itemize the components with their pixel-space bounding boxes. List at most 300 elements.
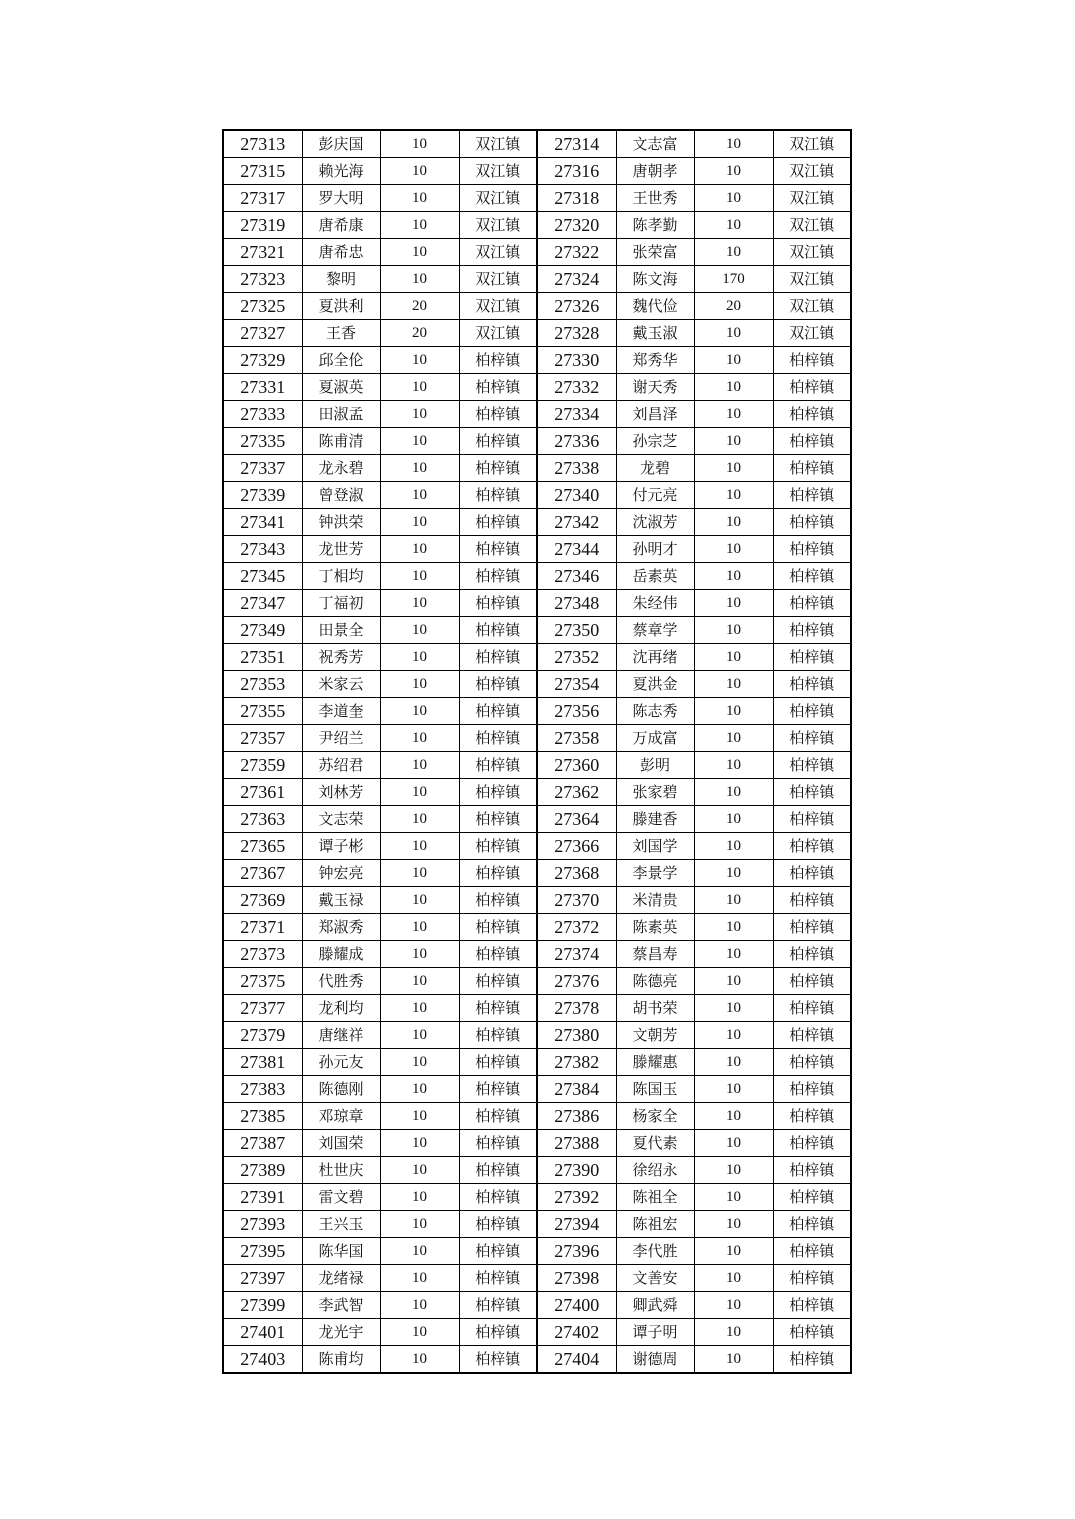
amount-cell: 10 bbox=[694, 1103, 773, 1130]
id-cell: 27338 bbox=[537, 455, 616, 482]
town-cell: 柏梓镇 bbox=[773, 1346, 851, 1374]
id-cell: 27403 bbox=[223, 1346, 302, 1374]
name-cell: 蔡昌寿 bbox=[616, 941, 694, 968]
id-cell: 27343 bbox=[223, 536, 302, 563]
id-cell: 27339 bbox=[223, 482, 302, 509]
town-cell: 双江镇 bbox=[459, 185, 537, 212]
id-cell: 27367 bbox=[223, 860, 302, 887]
town-cell: 柏梓镇 bbox=[459, 914, 537, 941]
name-cell: 夏代素 bbox=[616, 1130, 694, 1157]
town-cell: 柏梓镇 bbox=[459, 1103, 537, 1130]
table-row bbox=[223, 833, 851, 860]
name-cell: 岳素英 bbox=[616, 563, 694, 590]
id-cell: 27315 bbox=[223, 158, 302, 185]
name-cell: 李代胜 bbox=[616, 1238, 694, 1265]
name-cell: 陈祖宏 bbox=[616, 1211, 694, 1238]
name-cell: 祝秀芳 bbox=[302, 644, 380, 671]
amount-cell: 10 bbox=[380, 671, 459, 698]
table-row bbox=[223, 293, 851, 320]
table-row bbox=[223, 1184, 851, 1211]
table-row bbox=[223, 725, 851, 752]
town-cell: 双江镇 bbox=[459, 293, 537, 320]
name-cell: 钟宏亮 bbox=[302, 860, 380, 887]
town-cell: 柏梓镇 bbox=[459, 1346, 537, 1374]
id-cell: 27318 bbox=[537, 185, 616, 212]
table-row bbox=[223, 185, 851, 212]
town-cell: 柏梓镇 bbox=[459, 968, 537, 995]
town-cell: 双江镇 bbox=[773, 266, 851, 293]
amount-cell: 10 bbox=[694, 1049, 773, 1076]
amount-cell: 10 bbox=[380, 1130, 459, 1157]
id-cell: 27322 bbox=[537, 239, 616, 266]
id-cell: 27349 bbox=[223, 617, 302, 644]
amount-cell: 10 bbox=[694, 563, 773, 590]
name-cell: 陈甫均 bbox=[302, 1346, 380, 1374]
town-cell: 柏梓镇 bbox=[459, 806, 537, 833]
town-cell: 柏梓镇 bbox=[773, 995, 851, 1022]
id-cell: 27359 bbox=[223, 752, 302, 779]
town-cell: 柏梓镇 bbox=[773, 1157, 851, 1184]
town-cell: 柏梓镇 bbox=[773, 1238, 851, 1265]
name-cell: 陈国玉 bbox=[616, 1076, 694, 1103]
name-cell: 沈再绪 bbox=[616, 644, 694, 671]
amount-cell: 10 bbox=[380, 401, 459, 428]
amount-cell: 10 bbox=[380, 130, 459, 158]
name-cell: 夏洪利 bbox=[302, 293, 380, 320]
name-cell: 张家碧 bbox=[616, 779, 694, 806]
name-cell: 万成富 bbox=[616, 725, 694, 752]
amount-cell: 10 bbox=[694, 725, 773, 752]
amount-cell: 10 bbox=[694, 401, 773, 428]
table-row bbox=[223, 1346, 851, 1374]
town-cell: 柏梓镇 bbox=[459, 671, 537, 698]
table-row bbox=[223, 914, 851, 941]
town-cell: 柏梓镇 bbox=[459, 752, 537, 779]
table-row bbox=[223, 1076, 851, 1103]
name-cell: 钟洪荣 bbox=[302, 509, 380, 536]
id-cell: 27333 bbox=[223, 401, 302, 428]
town-cell: 柏梓镇 bbox=[459, 1022, 537, 1049]
id-cell: 27320 bbox=[537, 212, 616, 239]
amount-cell: 10 bbox=[380, 1157, 459, 1184]
town-cell: 柏梓镇 bbox=[459, 941, 537, 968]
name-cell: 杨家全 bbox=[616, 1103, 694, 1130]
id-cell: 27392 bbox=[537, 1184, 616, 1211]
town-cell: 柏梓镇 bbox=[459, 833, 537, 860]
name-cell: 陈志秀 bbox=[616, 698, 694, 725]
id-cell: 27386 bbox=[537, 1103, 616, 1130]
amount-cell: 10 bbox=[380, 833, 459, 860]
amount-cell: 10 bbox=[380, 428, 459, 455]
town-cell: 双江镇 bbox=[773, 239, 851, 266]
id-cell: 27346 bbox=[537, 563, 616, 590]
name-cell: 王兴玉 bbox=[302, 1211, 380, 1238]
name-cell: 孙元友 bbox=[302, 1049, 380, 1076]
town-cell: 双江镇 bbox=[773, 130, 851, 158]
amount-cell: 10 bbox=[694, 617, 773, 644]
table-row bbox=[223, 617, 851, 644]
id-cell: 27334 bbox=[537, 401, 616, 428]
name-cell: 丁相均 bbox=[302, 563, 380, 590]
town-cell: 柏梓镇 bbox=[459, 725, 537, 752]
id-cell: 27385 bbox=[223, 1103, 302, 1130]
amount-cell: 10 bbox=[694, 455, 773, 482]
id-cell: 27388 bbox=[537, 1130, 616, 1157]
name-cell: 龙碧 bbox=[616, 455, 694, 482]
id-cell: 27365 bbox=[223, 833, 302, 860]
town-cell: 柏梓镇 bbox=[459, 1184, 537, 1211]
amount-cell: 10 bbox=[380, 914, 459, 941]
id-cell: 27332 bbox=[537, 374, 616, 401]
amount-cell: 10 bbox=[694, 779, 773, 806]
name-cell: 李道奎 bbox=[302, 698, 380, 725]
table-row bbox=[223, 1238, 851, 1265]
id-cell: 27370 bbox=[537, 887, 616, 914]
name-cell: 刘国荣 bbox=[302, 1130, 380, 1157]
table-row bbox=[223, 941, 851, 968]
town-cell: 双江镇 bbox=[459, 239, 537, 266]
amount-cell: 10 bbox=[694, 1319, 773, 1346]
amount-cell: 10 bbox=[380, 941, 459, 968]
name-cell: 郑秀华 bbox=[616, 347, 694, 374]
name-cell: 李武智 bbox=[302, 1292, 380, 1319]
table-row bbox=[223, 1157, 851, 1184]
amount-cell: 10 bbox=[380, 752, 459, 779]
amount-cell: 10 bbox=[380, 725, 459, 752]
amount-cell: 10 bbox=[380, 644, 459, 671]
table-row bbox=[223, 428, 851, 455]
id-cell: 27342 bbox=[537, 509, 616, 536]
town-cell: 柏梓镇 bbox=[773, 806, 851, 833]
name-cell: 龙永碧 bbox=[302, 455, 380, 482]
town-cell: 双江镇 bbox=[773, 185, 851, 212]
name-cell: 龙利均 bbox=[302, 995, 380, 1022]
id-cell: 27363 bbox=[223, 806, 302, 833]
id-cell: 27353 bbox=[223, 671, 302, 698]
table-row bbox=[223, 995, 851, 1022]
town-cell: 柏梓镇 bbox=[773, 536, 851, 563]
name-cell: 陈文海 bbox=[616, 266, 694, 293]
id-cell: 27404 bbox=[537, 1346, 616, 1374]
name-cell: 米家云 bbox=[302, 671, 380, 698]
id-cell: 27396 bbox=[537, 1238, 616, 1265]
amount-cell: 20 bbox=[380, 320, 459, 347]
id-cell: 27357 bbox=[223, 725, 302, 752]
id-cell: 27331 bbox=[223, 374, 302, 401]
town-cell: 柏梓镇 bbox=[459, 860, 537, 887]
id-cell: 27397 bbox=[223, 1265, 302, 1292]
town-cell: 柏梓镇 bbox=[773, 941, 851, 968]
name-cell: 滕建香 bbox=[616, 806, 694, 833]
town-cell: 柏梓镇 bbox=[773, 968, 851, 995]
town-cell: 柏梓镇 bbox=[459, 401, 537, 428]
amount-cell: 10 bbox=[380, 185, 459, 212]
amount-cell: 10 bbox=[694, 860, 773, 887]
name-cell: 苏绍君 bbox=[302, 752, 380, 779]
town-cell: 双江镇 bbox=[773, 293, 851, 320]
id-cell: 27337 bbox=[223, 455, 302, 482]
id-cell: 27316 bbox=[537, 158, 616, 185]
town-cell: 柏梓镇 bbox=[459, 374, 537, 401]
name-cell: 夏洪金 bbox=[616, 671, 694, 698]
name-cell: 陈祖全 bbox=[616, 1184, 694, 1211]
table-row bbox=[223, 1130, 851, 1157]
name-cell: 陈德亮 bbox=[616, 968, 694, 995]
id-cell: 27366 bbox=[537, 833, 616, 860]
town-cell: 柏梓镇 bbox=[773, 725, 851, 752]
table-row bbox=[223, 671, 851, 698]
id-cell: 27379 bbox=[223, 1022, 302, 1049]
name-cell: 唐希康 bbox=[302, 212, 380, 239]
table-row bbox=[223, 1265, 851, 1292]
amount-cell: 10 bbox=[380, 698, 459, 725]
town-cell: 柏梓镇 bbox=[459, 1292, 537, 1319]
id-cell: 27401 bbox=[223, 1319, 302, 1346]
id-cell: 27347 bbox=[223, 590, 302, 617]
town-cell: 柏梓镇 bbox=[459, 1319, 537, 1346]
amount-cell: 10 bbox=[694, 671, 773, 698]
table-row bbox=[223, 239, 851, 266]
amount-cell: 10 bbox=[694, 239, 773, 266]
id-cell: 27336 bbox=[537, 428, 616, 455]
name-cell: 卿武舜 bbox=[616, 1292, 694, 1319]
id-cell: 27360 bbox=[537, 752, 616, 779]
amount-cell: 10 bbox=[694, 887, 773, 914]
name-cell: 彭庆国 bbox=[302, 130, 380, 158]
id-cell: 27378 bbox=[537, 995, 616, 1022]
name-cell: 尹绍兰 bbox=[302, 725, 380, 752]
name-cell: 徐绍永 bbox=[616, 1157, 694, 1184]
name-cell: 戴玉禄 bbox=[302, 887, 380, 914]
name-cell: 唐希忠 bbox=[302, 239, 380, 266]
amount-cell: 10 bbox=[694, 374, 773, 401]
amount-cell: 10 bbox=[380, 1346, 459, 1374]
name-cell: 谢天秀 bbox=[616, 374, 694, 401]
amount-cell: 10 bbox=[380, 1319, 459, 1346]
amount-cell: 10 bbox=[694, 1265, 773, 1292]
town-cell: 双江镇 bbox=[773, 320, 851, 347]
name-cell: 孙宗芝 bbox=[616, 428, 694, 455]
name-cell: 李景学 bbox=[616, 860, 694, 887]
amount-cell: 10 bbox=[380, 536, 459, 563]
name-cell: 代胜秀 bbox=[302, 968, 380, 995]
amount-cell: 20 bbox=[380, 293, 459, 320]
amount-cell: 10 bbox=[694, 1157, 773, 1184]
id-cell: 27362 bbox=[537, 779, 616, 806]
id-cell: 27356 bbox=[537, 698, 616, 725]
id-cell: 27384 bbox=[537, 1076, 616, 1103]
town-cell: 柏梓镇 bbox=[773, 455, 851, 482]
amount-cell: 10 bbox=[694, 212, 773, 239]
town-cell: 柏梓镇 bbox=[459, 482, 537, 509]
table-row bbox=[223, 347, 851, 374]
name-cell: 文善安 bbox=[616, 1265, 694, 1292]
id-cell: 27323 bbox=[223, 266, 302, 293]
town-cell: 柏梓镇 bbox=[459, 644, 537, 671]
name-cell: 蔡章学 bbox=[616, 617, 694, 644]
town-cell: 柏梓镇 bbox=[773, 1265, 851, 1292]
amount-cell: 10 bbox=[380, 563, 459, 590]
table-row bbox=[223, 1103, 851, 1130]
town-cell: 柏梓镇 bbox=[773, 644, 851, 671]
table-row bbox=[223, 644, 851, 671]
amount-cell: 10 bbox=[380, 455, 459, 482]
table-row bbox=[223, 968, 851, 995]
name-cell: 唐朝孝 bbox=[616, 158, 694, 185]
table-row bbox=[223, 320, 851, 347]
amount-cell: 10 bbox=[380, 374, 459, 401]
amount-cell: 10 bbox=[694, 347, 773, 374]
id-cell: 27399 bbox=[223, 1292, 302, 1319]
amount-cell: 10 bbox=[380, 1238, 459, 1265]
table-row bbox=[223, 698, 851, 725]
id-cell: 27325 bbox=[223, 293, 302, 320]
name-cell: 刘林芳 bbox=[302, 779, 380, 806]
amount-cell: 10 bbox=[694, 428, 773, 455]
amount-cell: 10 bbox=[380, 212, 459, 239]
id-cell: 27354 bbox=[537, 671, 616, 698]
table-row bbox=[223, 1049, 851, 1076]
town-cell: 双江镇 bbox=[459, 130, 537, 158]
town-cell: 柏梓镇 bbox=[773, 914, 851, 941]
name-cell: 曾登淑 bbox=[302, 482, 380, 509]
amount-cell: 10 bbox=[694, 752, 773, 779]
amount-cell: 10 bbox=[380, 1265, 459, 1292]
id-cell: 27377 bbox=[223, 995, 302, 1022]
table-row bbox=[223, 1292, 851, 1319]
table-row bbox=[223, 158, 851, 185]
amount-cell: 10 bbox=[694, 1346, 773, 1374]
name-cell: 夏淑英 bbox=[302, 374, 380, 401]
name-cell: 罗大明 bbox=[302, 185, 380, 212]
name-cell: 王世秀 bbox=[616, 185, 694, 212]
town-cell: 柏梓镇 bbox=[773, 563, 851, 590]
name-cell: 田景全 bbox=[302, 617, 380, 644]
town-cell: 柏梓镇 bbox=[773, 887, 851, 914]
name-cell: 沈淑芳 bbox=[616, 509, 694, 536]
amount-cell: 10 bbox=[380, 968, 459, 995]
id-cell: 27368 bbox=[537, 860, 616, 887]
id-cell: 27374 bbox=[537, 941, 616, 968]
name-cell: 文朝芳 bbox=[616, 1022, 694, 1049]
amount-cell: 10 bbox=[380, 806, 459, 833]
amount-cell: 10 bbox=[694, 158, 773, 185]
id-cell: 27313 bbox=[223, 130, 302, 158]
town-cell: 柏梓镇 bbox=[773, 1319, 851, 1346]
town-cell: 柏梓镇 bbox=[773, 833, 851, 860]
id-cell: 27389 bbox=[223, 1157, 302, 1184]
id-cell: 27394 bbox=[537, 1211, 616, 1238]
id-cell: 27376 bbox=[537, 968, 616, 995]
table-row bbox=[223, 374, 851, 401]
id-cell: 27341 bbox=[223, 509, 302, 536]
name-cell: 谢德周 bbox=[616, 1346, 694, 1374]
town-cell: 双江镇 bbox=[459, 320, 537, 347]
town-cell: 柏梓镇 bbox=[773, 347, 851, 374]
table-row bbox=[223, 212, 851, 239]
name-cell: 龙世芳 bbox=[302, 536, 380, 563]
id-cell: 27344 bbox=[537, 536, 616, 563]
table-body bbox=[223, 130, 851, 1373]
name-cell: 胡书荣 bbox=[616, 995, 694, 1022]
id-cell: 27382 bbox=[537, 1049, 616, 1076]
town-cell: 柏梓镇 bbox=[773, 1211, 851, 1238]
name-cell: 陈孝勤 bbox=[616, 212, 694, 239]
amount-cell: 10 bbox=[380, 1022, 459, 1049]
id-cell: 27393 bbox=[223, 1211, 302, 1238]
town-cell: 双江镇 bbox=[459, 158, 537, 185]
amount-cell: 170 bbox=[694, 266, 773, 293]
amount-cell: 10 bbox=[694, 1130, 773, 1157]
town-cell: 柏梓镇 bbox=[773, 1022, 851, 1049]
amount-cell: 10 bbox=[694, 590, 773, 617]
id-cell: 27369 bbox=[223, 887, 302, 914]
id-cell: 27395 bbox=[223, 1238, 302, 1265]
town-cell: 柏梓镇 bbox=[773, 698, 851, 725]
table-row bbox=[223, 536, 851, 563]
amount-cell: 10 bbox=[380, 590, 459, 617]
id-cell: 27371 bbox=[223, 914, 302, 941]
town-cell: 柏梓镇 bbox=[459, 1076, 537, 1103]
amount-cell: 10 bbox=[694, 185, 773, 212]
name-cell: 陈甫清 bbox=[302, 428, 380, 455]
amount-cell: 10 bbox=[380, 482, 459, 509]
town-cell: 柏梓镇 bbox=[773, 1103, 851, 1130]
id-cell: 27375 bbox=[223, 968, 302, 995]
table-row bbox=[223, 860, 851, 887]
table-row bbox=[223, 1211, 851, 1238]
town-cell: 柏梓镇 bbox=[459, 698, 537, 725]
amount-cell: 10 bbox=[380, 1211, 459, 1238]
name-cell: 丁福初 bbox=[302, 590, 380, 617]
table-row bbox=[223, 752, 851, 779]
town-cell: 柏梓镇 bbox=[459, 617, 537, 644]
name-cell: 王香 bbox=[302, 320, 380, 347]
id-cell: 27352 bbox=[537, 644, 616, 671]
town-cell: 柏梓镇 bbox=[459, 1211, 537, 1238]
id-cell: 27373 bbox=[223, 941, 302, 968]
id-cell: 27335 bbox=[223, 428, 302, 455]
amount-cell: 10 bbox=[694, 130, 773, 158]
name-cell: 田淑孟 bbox=[302, 401, 380, 428]
name-cell: 黎明 bbox=[302, 266, 380, 293]
id-cell: 27390 bbox=[537, 1157, 616, 1184]
town-cell: 柏梓镇 bbox=[773, 482, 851, 509]
name-cell: 雷文碧 bbox=[302, 1184, 380, 1211]
id-cell: 27328 bbox=[537, 320, 616, 347]
name-cell: 杜世庆 bbox=[302, 1157, 380, 1184]
table-row bbox=[223, 455, 851, 482]
amount-cell: 10 bbox=[380, 1103, 459, 1130]
town-cell: 双江镇 bbox=[459, 212, 537, 239]
table-row bbox=[223, 401, 851, 428]
name-cell: 龙绪禄 bbox=[302, 1265, 380, 1292]
id-cell: 27319 bbox=[223, 212, 302, 239]
name-cell: 朱经伟 bbox=[616, 590, 694, 617]
name-cell: 米清贵 bbox=[616, 887, 694, 914]
town-cell: 柏梓镇 bbox=[459, 428, 537, 455]
amount-cell: 10 bbox=[694, 1238, 773, 1265]
town-cell: 柏梓镇 bbox=[459, 1130, 537, 1157]
town-cell: 柏梓镇 bbox=[773, 509, 851, 536]
id-cell: 27321 bbox=[223, 239, 302, 266]
table-row bbox=[223, 130, 851, 158]
table-row bbox=[223, 482, 851, 509]
amount-cell: 10 bbox=[380, 239, 459, 266]
amount-cell: 10 bbox=[694, 1211, 773, 1238]
name-cell: 谭子明 bbox=[616, 1319, 694, 1346]
town-cell: 柏梓镇 bbox=[773, 860, 851, 887]
